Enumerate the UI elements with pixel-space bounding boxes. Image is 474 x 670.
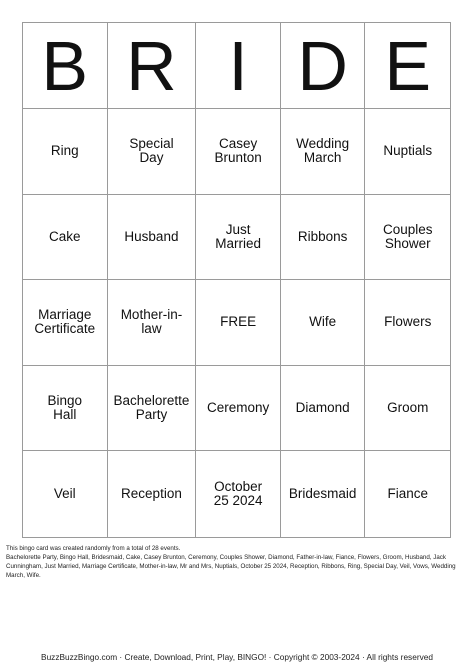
bingo-square: Reception	[108, 451, 197, 537]
bingo-square: Marriage Certificate	[23, 280, 108, 366]
card-info	[6, 545, 468, 581]
bingo-square: Wedding March	[281, 109, 366, 195]
bingo-square: Special Day	[108, 109, 197, 195]
bingo-square: October 25 2024	[196, 451, 281, 537]
bingo-square: Ribbons	[281, 195, 366, 281]
bingo-square: Bingo Hall	[23, 366, 108, 452]
bingo-square: Ring	[23, 109, 108, 195]
page-footer: BuzzBuzzBingo.com · Create, Download, Print, Play, BINGO! · Copyright © 2003-2024 · All rights reserved	[41, 652, 433, 662]
bingo-square: Diamond	[281, 366, 366, 452]
bingo-square: Couples Shower	[365, 195, 450, 281]
bingo-square: Groom	[365, 366, 450, 452]
bingo-square: Flowers	[365, 280, 450, 366]
header-letter-r: R	[108, 23, 197, 109]
card-info-events-list: Bachelorette Party, Bingo Hall, Bridesmaid, Cake, Casey Brunton, Ceremony, Couples Shower, Diamond, Father-in-law, Fiance, Flowers, Groom, Husband, Jack Cunningham, Just Married, Marriage Certificate, Mother-in-law, Mr and Mrs, Nuptials, October 25 2024, Reception, Ribbons, Ring, Special Day, Veil, Vows, Wedding March, Wife.	[6, 553, 456, 579]
bingo-square: Fiance	[387, 486, 428, 502]
bingo-square: Wife	[281, 280, 366, 366]
bingo-square: Husband	[108, 195, 197, 281]
bingo-square: Cake	[23, 195, 108, 281]
bingo-square: Bridesmaid	[281, 451, 366, 537]
header-letter-e: E	[365, 23, 450, 109]
bingo-square: Nuptials	[365, 109, 450, 195]
header-letter-b: B	[23, 23, 108, 109]
bingo-square: Mother-in-law	[108, 280, 197, 366]
bingo-square: Just Married	[196, 195, 281, 281]
header-letter-d: D	[281, 23, 366, 109]
header-letter-i: I	[196, 23, 281, 109]
bingo-square: Casey Brunton	[196, 109, 281, 195]
bingo-square: Veil	[23, 451, 108, 537]
bingo-square: Ceremony	[196, 366, 281, 452]
bingo-square: Bachelorette Party	[108, 366, 197, 452]
bingo-card	[22, 22, 451, 538]
free-square: FREE	[196, 280, 281, 366]
card-info-summary: This bingo card was created randomly from a total of 28 events.	[6, 545, 181, 552]
